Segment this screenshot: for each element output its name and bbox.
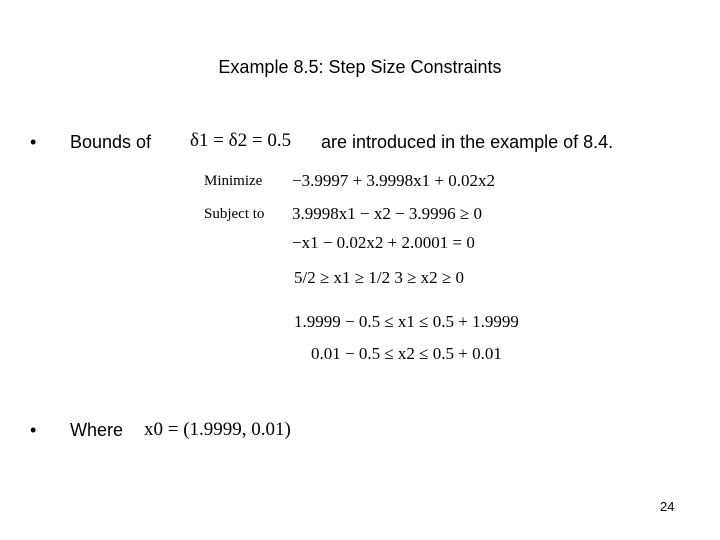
objective-function: −3.9997 + 3.9998x1 + 0.02x2 (292, 171, 496, 190)
constraint-inequality: 3.9998x1 − x2 − 3.9996 ≥ 0 (292, 204, 483, 223)
constraint-variable-bounds: 5/2 ≥ x1 ≥ 1/2 3 ≥ x2 ≥ 0 (294, 268, 465, 287)
constraint-x2-step: 0.01 − 0.5 ≤ x2 ≤ 0.5 + 0.01 (311, 344, 502, 363)
slide-title: Example 8.5: Step Size Constraints (218, 57, 502, 77)
bullet-suffix: are introduced in the example of 8.4. (321, 132, 614, 152)
bullet-prefix-bounds: Bounds of (70, 132, 152, 152)
page-number: 24 (660, 499, 675, 514)
bullet-marker: • (30, 420, 37, 440)
subject-to-label: Subject to (204, 206, 265, 222)
bullet-prefix-where: Where (70, 420, 124, 440)
bullet-marker: • (30, 132, 37, 152)
initial-point-formula: x0 = (1.9999, 0.01) (144, 419, 291, 440)
constraint-x1-step: 1.9999 − 0.5 ≤ x1 ≤ 0.5 + 1.9999 (294, 312, 519, 331)
minimize-label: Minimize (204, 173, 263, 189)
constraint-equality: −x1 − 0.02x2 + 2.0001 = 0 (292, 233, 475, 252)
delta-formula: δ1 = δ2 = 0.5 (190, 130, 292, 151)
